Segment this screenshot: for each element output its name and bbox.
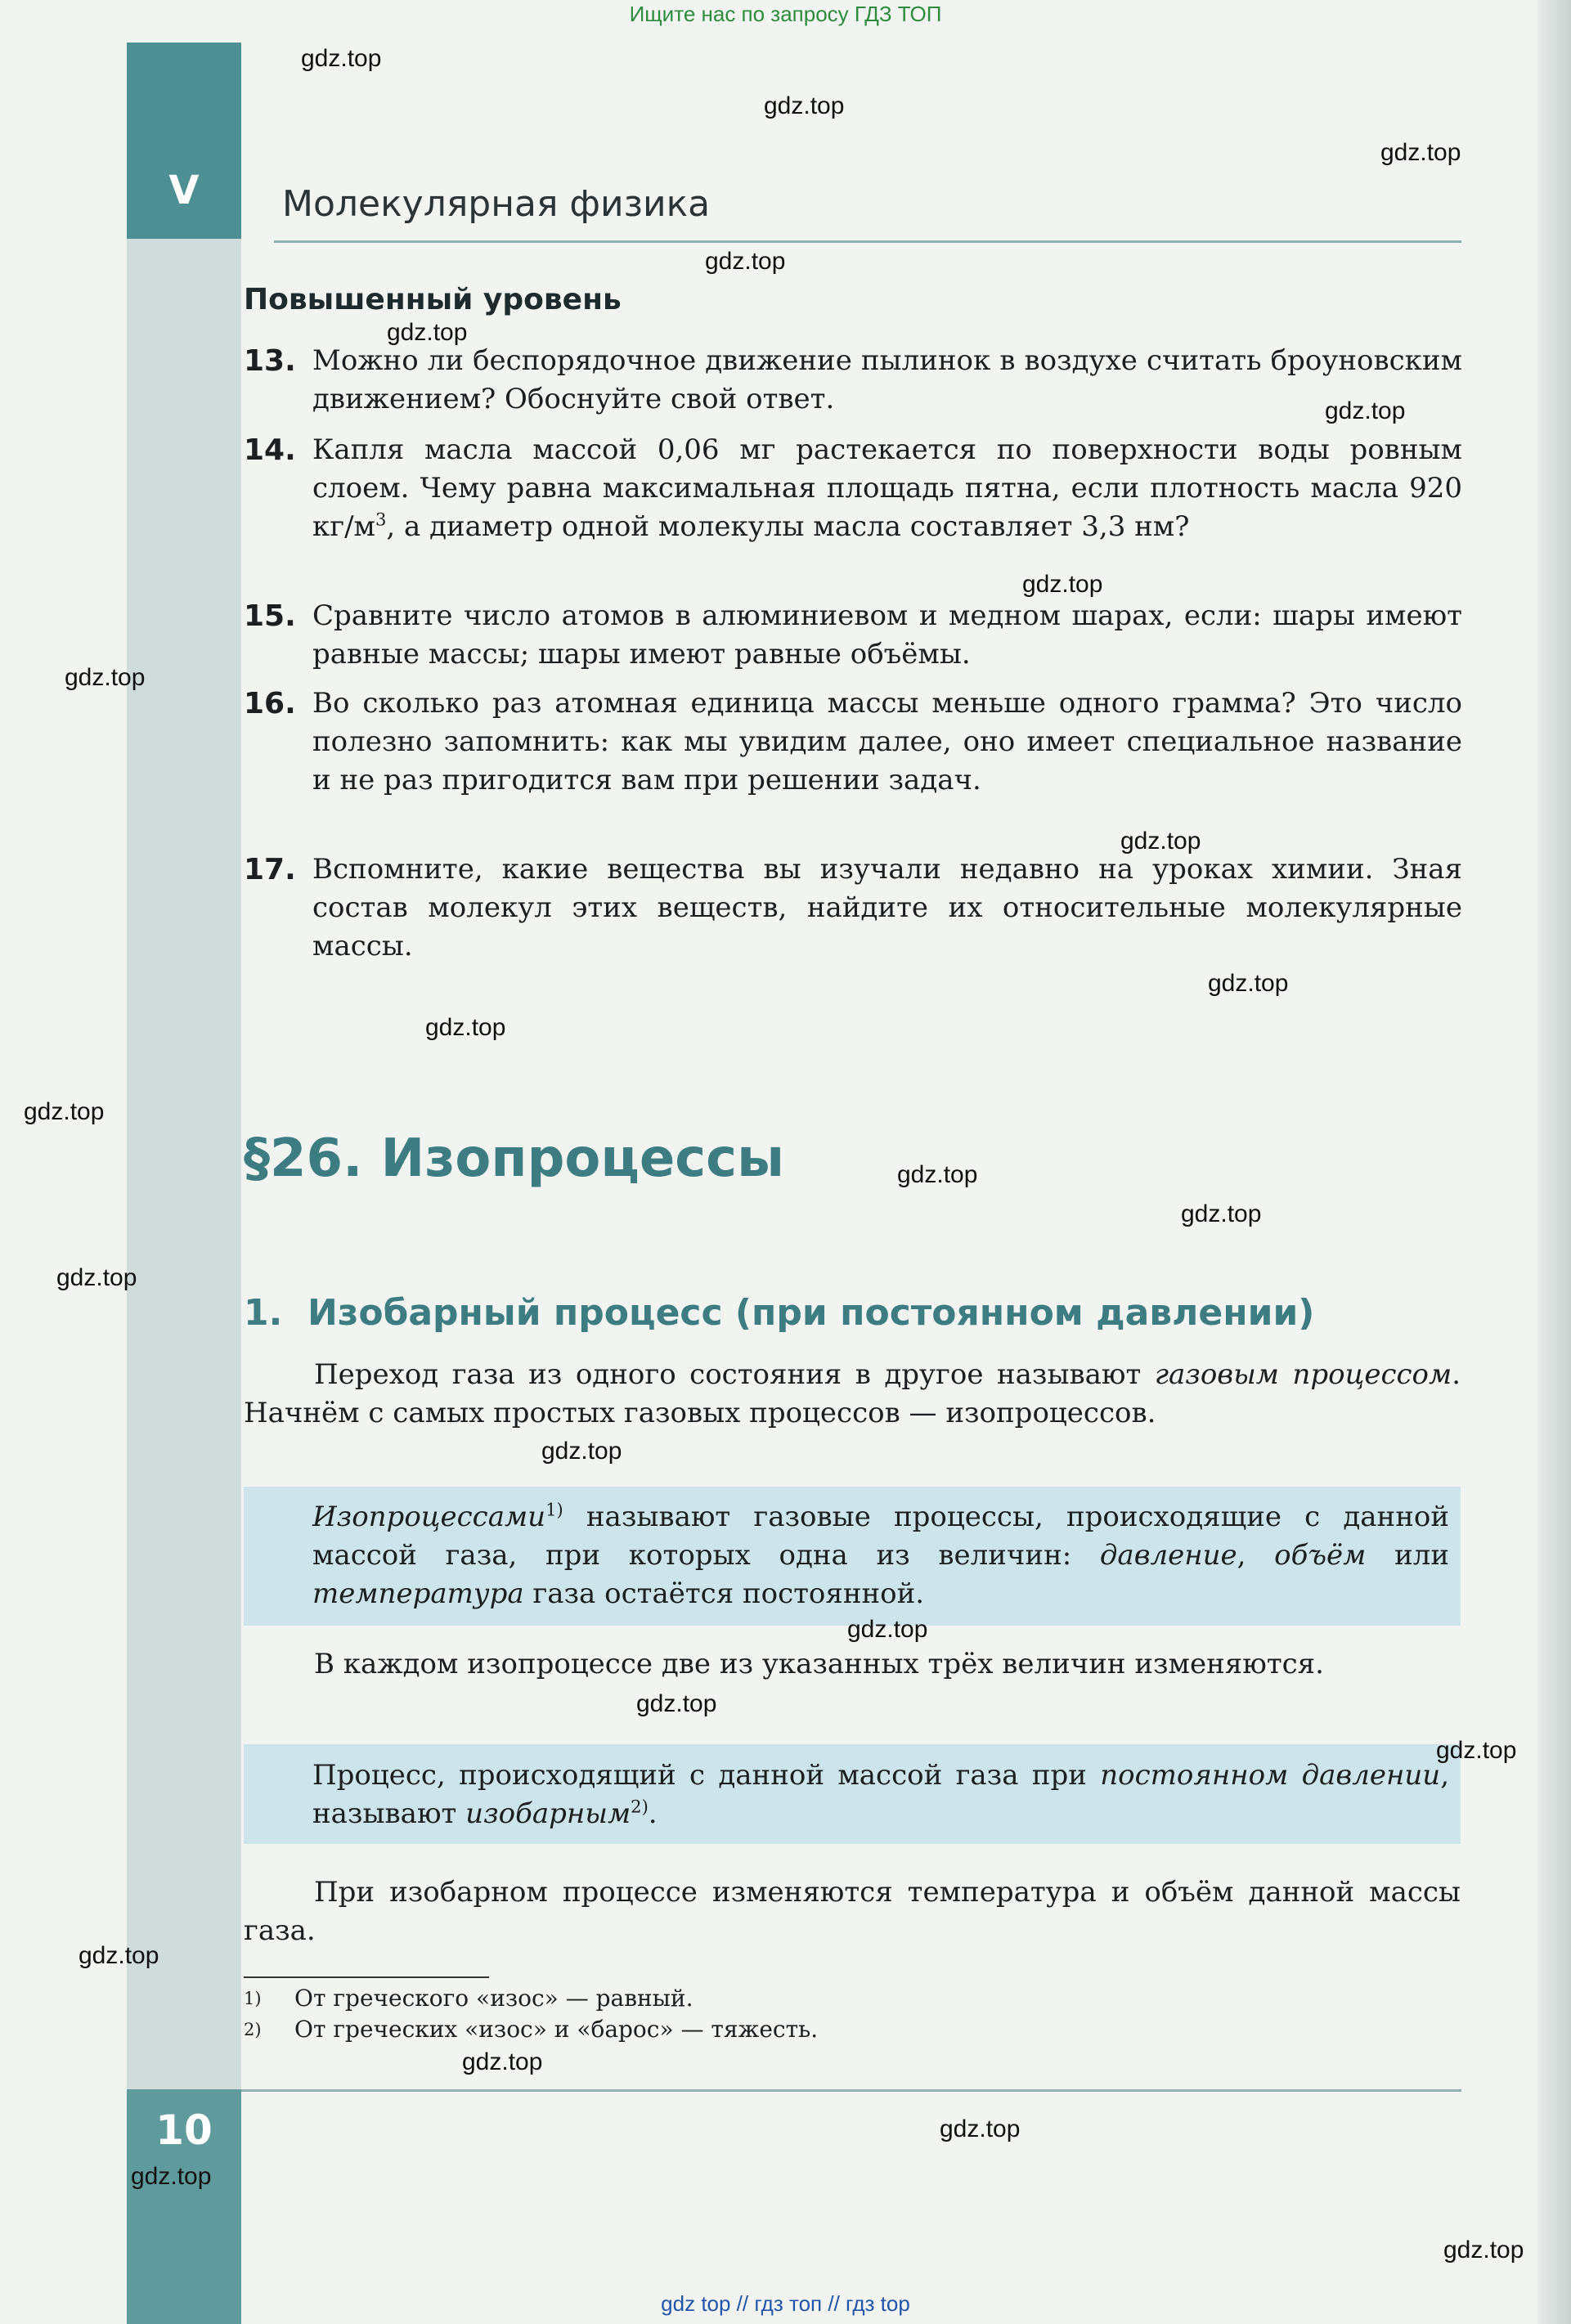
task-number: 15. bbox=[244, 599, 296, 633]
task-text: Можно ли беспорядочное движение пылинок в воздухе считать броуновским движением? Обоснуйте свой ответ. bbox=[312, 344, 1462, 415]
page-number: 10 bbox=[155, 2106, 213, 2154]
header-rule bbox=[274, 240, 1461, 243]
watermark: gdz.top bbox=[1208, 970, 1289, 997]
watermark: gdz.top bbox=[705, 248, 786, 275]
top-banner-link[interactable]: Ищите нас по запросу ГДЗ ТОП bbox=[629, 2, 942, 26]
task-13 bbox=[244, 342, 1462, 419]
watermark: gdz.top bbox=[1436, 1737, 1517, 1764]
watermark: gdz.top bbox=[301, 45, 382, 72]
watermark: gdz.top bbox=[541, 1438, 622, 1465]
watermark: gdz.top bbox=[131, 2163, 212, 2190]
watermark: gdz.top bbox=[764, 92, 845, 119]
task-number: 14. bbox=[244, 433, 296, 467]
watermark: gdz.top bbox=[636, 1690, 717, 1717]
footnote-divider bbox=[244, 1976, 489, 1978]
task-15 bbox=[244, 597, 1462, 674]
task-text: Капля масла массой 0,06 мг растекается по поверхности воды ровным слоем. Чему равна максимальная площадь пятна, если плотность масла 920 $кг/м^3$, а диаметр одной молекулы масла составляет 3,3 нм? bbox=[312, 433, 1462, 543]
body-paragraph: В каждом изопроцессе две из указанных трёх величин изменяются. bbox=[314, 1648, 1324, 1680]
sidebar-band bbox=[127, 43, 241, 2324]
footer-rule bbox=[127, 2089, 1461, 2092]
watermark: gdz.top bbox=[1120, 828, 1201, 855]
watermark: gdz.top bbox=[24, 1098, 105, 1125]
task-number: 17. bbox=[244, 853, 296, 886]
chapter-label: V bbox=[168, 168, 200, 213]
watermark: gdz.top bbox=[56, 1264, 137, 1291]
watermark: gdz.top bbox=[940, 2115, 1021, 2142]
task-17 bbox=[244, 850, 1462, 966]
watermark: gdz.top bbox=[387, 319, 468, 346]
task-16 bbox=[244, 684, 1462, 838]
definition-text: Процесс, происходящий с данной массой газа при постоянном давлении, называют изобарным$^{2)}$. bbox=[312, 1759, 1449, 1830]
watermark: gdz.top bbox=[65, 664, 146, 691]
task-number: 16. bbox=[244, 687, 296, 720]
chapter-title: Молекулярная физика bbox=[282, 183, 711, 225]
level-heading: Повышенный уровень bbox=[244, 283, 622, 316]
watermark: gdz.top bbox=[462, 2048, 543, 2075]
watermark: gdz.top bbox=[847, 1616, 928, 1643]
task-text: Сравните число атомов в алюминиевом и медном шарах, если: шары имеют равные массы; шары имеют равные объёмы. bbox=[312, 599, 1462, 671]
watermark: gdz.top bbox=[1181, 1200, 1262, 1227]
watermark: gdz.top bbox=[1443, 2237, 1524, 2263]
section-title: §26. Изопроцессы bbox=[244, 1128, 784, 1189]
watermark: gdz.top bbox=[1022, 571, 1103, 598]
body-paragraph: При изобарном процессе изменяются температура и объём данной массы газа. bbox=[244, 1876, 1461, 1947]
watermark: gdz.top bbox=[1380, 139, 1461, 166]
watermark: gdz.top bbox=[897, 1161, 978, 1188]
subsection-title: 1. Изобарный процесс (при постоянном давлении) bbox=[244, 1292, 1315, 1334]
page-edge-shadow bbox=[1537, 0, 1571, 2324]
watermark: gdz.top bbox=[425, 1014, 506, 1041]
bottom-banner-link[interactable]: gdz top // гдз топ // гдз top bbox=[661, 2291, 910, 2316]
intro-paragraph: Переход газа из одного состояния в другое называют газовым процессом. Начнём с самых простых газовых процессов — изопроцессов. bbox=[244, 1358, 1461, 1429]
footnote: 1) От греческого «изос» — равный. bbox=[244, 1985, 693, 2012]
definition-text: Изопроцессами$^{1)}$ называют газовые процессы, происходящие с данной массой газа, при которых одна из величин: давление, объём или температура газа остаётся постоянной. bbox=[312, 1499, 1449, 1610]
task-text: Во сколько раз атомная единица массы меньше одного грамма? Это число полезно запомнить: как мы увидим далее, оно имеет специальное название и не раз пригодится вам при решении задач. bbox=[312, 687, 1462, 796]
watermark: gdz.top bbox=[79, 1942, 159, 1969]
task-number: 13. bbox=[244, 344, 296, 378]
task-text: Вспомните, какие вещества вы изучали недавно на уроках химии. Зная состав молекул этих веществ, найдите их относительные молекулярные массы. bbox=[312, 853, 1462, 962]
watermark: gdz.top bbox=[1325, 397, 1406, 424]
footnote: 2) От греческих «изос» и «барос» — тяжесть. bbox=[244, 2016, 819, 2043]
task-14 bbox=[244, 431, 1462, 585]
